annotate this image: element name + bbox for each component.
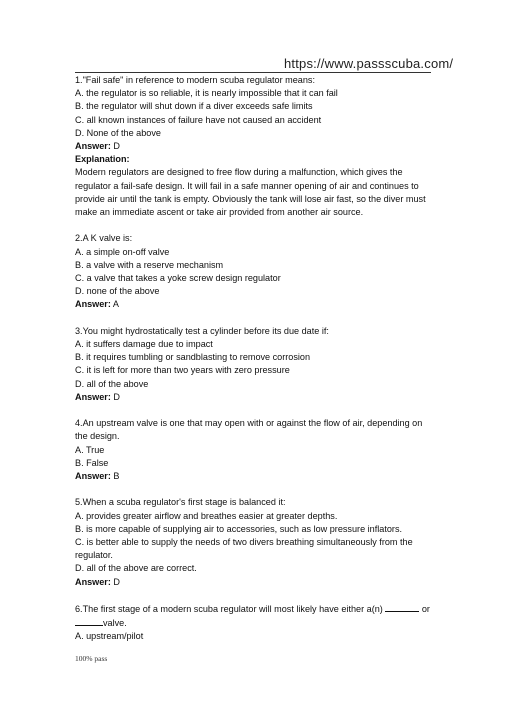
q3-answer-label: Answer: <box>75 391 111 402</box>
q1-answer-value: D <box>110 141 120 152</box>
q4-question-line: 4.An upstream valve is one that may open with or against the flow of air, depending on <box>75 418 423 429</box>
q3-option-b: B. it requires tumbling or sandblasting to remove corrosion <box>75 352 311 363</box>
q1-option-a: A. the regulator is so reliable, it is nearly impossible that it can fail <box>75 88 338 99</box>
q4-question-line: the design. <box>75 431 120 442</box>
q6-question-line <box>75 616 435 630</box>
q2-answer-value: A <box>110 299 119 310</box>
q2-option-d: D. none of the above <box>75 286 160 297</box>
q5-answer <box>75 576 435 589</box>
q2-option-b: B. a valve with a reserve mechanism <box>75 259 224 270</box>
header-divider <box>75 72 431 73</box>
q5-option-c-continued: regulator. <box>75 550 113 561</box>
q3-answer <box>75 391 435 404</box>
q2-answer-label: Answer: <box>75 299 111 310</box>
q2-option-a: A. a simple on-off valve <box>75 246 170 257</box>
q5-option-a: A. provides greater airflow and breathes easier at greater depths. <box>75 510 338 521</box>
q6-question-text: 6.The first stage of a modern scuba regulator will most likely have either a(n) <box>75 604 386 615</box>
q1-option-c: C. all known instances of failure have not caused an accident <box>75 114 322 125</box>
q6-question-line <box>75 602 435 616</box>
q4-answer-value: B <box>110 471 120 482</box>
footer-text: 100% pass <box>75 654 108 663</box>
q5-option-d: D. all of the above are correct. <box>75 563 197 574</box>
q1-explanation-line: regulator a fail-safe design. It will fail in a safe manner opening of air and continues to <box>75 180 419 191</box>
q1-answer <box>75 140 435 153</box>
header-url: https://www.passscuba.com/ <box>284 56 454 71</box>
q3-option-a: A. it suffers damage due to impact <box>75 339 213 350</box>
question-list <box>75 74 435 644</box>
q2-answer <box>75 298 435 311</box>
q5-question: 5.When a scuba regulator's first stage is balanced it: <box>75 497 286 508</box>
q1-question: 1."Fail safe" in reference to modern scuba regulator means: <box>75 75 315 85</box>
spacer <box>75 312 435 325</box>
q1-answer-label: Answer: <box>75 141 111 152</box>
spacer <box>75 404 435 417</box>
q4-option-a: A. True <box>75 444 105 455</box>
q5-option-c: C. is better able to supply the needs of two divers breathing simultaneously from the <box>75 537 413 548</box>
q3-option-d: D. all of the above <box>75 378 149 389</box>
q5-answer-label: Answer: <box>75 576 111 587</box>
q1-explanation-line: provide air until the tank is empty. Obviously the tank will lose air fast, so the diver must <box>75 193 426 204</box>
q1-explanation-line: make an immediate ascent or take air provided from another air source. <box>75 207 364 218</box>
q6-question-or: or <box>419 604 430 615</box>
q6-option-a: A. upstream/pilot <box>75 631 144 642</box>
fill-in-blank <box>75 616 103 626</box>
q3-answer-value: D <box>110 391 120 402</box>
q1-option-b: B. the regulator will shut down if a diver exceeds safe limits <box>75 101 313 112</box>
fill-in-blank <box>385 602 419 612</box>
q5-option-b: B. is more capable of supplying air to accessories, such as low pressure inflators. <box>75 523 403 534</box>
q4-answer-label: Answer: <box>75 471 111 482</box>
q3-question: 3.You might hydrostatically test a cylinder before its due date if: <box>75 325 329 336</box>
q2-option-c: C. a valve that takes a yoke screw design regulator <box>75 273 281 284</box>
q1-explanation-line: Modern regulators are designed to free flow during a malfunction, which gives the <box>75 167 403 178</box>
q4-answer <box>75 470 435 483</box>
q5-answer-value: D <box>110 576 120 587</box>
q1-explanation-label: Explanation: <box>75 154 130 165</box>
q3-option-c: C. it is left for more than two years with zero pressure <box>75 365 290 376</box>
q4-option-b: B. False <box>75 457 109 468</box>
spacer <box>75 483 435 496</box>
spacer <box>75 589 435 602</box>
q6-question-valve: valve. <box>103 618 127 629</box>
spacer <box>75 219 435 232</box>
q2-question: 2.A K valve is: <box>75 233 133 244</box>
q1-option-d: D. None of the above <box>75 127 161 138</box>
